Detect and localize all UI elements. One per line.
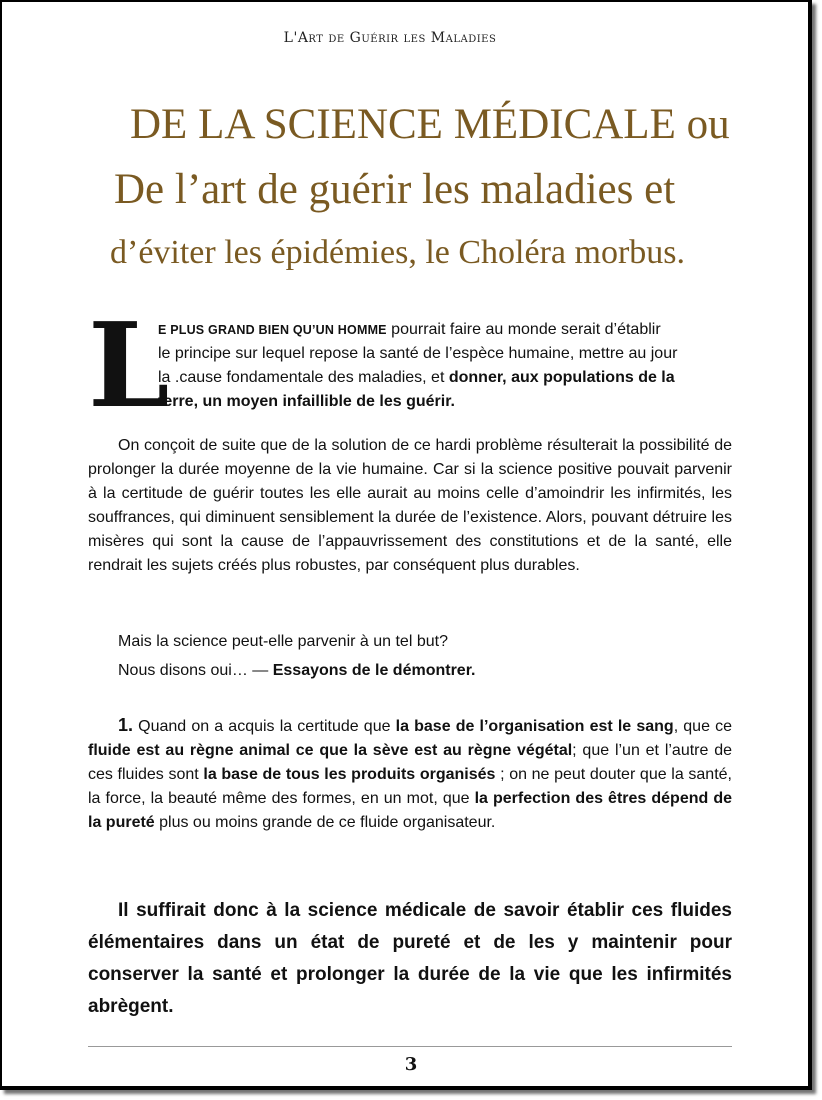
paragraph-5-b3: la base de tous les produits organisés — [203, 766, 496, 783]
paragraph-5-s2: , que ce — [673, 718, 733, 735]
lead-line-4: terre, un moyen infaillible de les guérir. — [158, 393, 455, 410]
title-line-1: DE LA SCIENCE MÉDICALE ou — [130, 101, 730, 148]
drop-cap: L — [88, 298, 170, 434]
paragraph-5-number: 1. — [118, 715, 134, 735]
paragraph-3-text: Mais la science peut-elle parvenir à un tel but? — [118, 633, 448, 650]
footer-rule — [88, 1046, 732, 1047]
lead-line-1-rest: pourrait faire au monde serait d’établir — [386, 321, 661, 338]
paragraph-5-s1: Quand on a acquis la certitude que — [133, 718, 396, 735]
paragraph-2 — [88, 434, 732, 578]
paragraph-5-s5: plus ou moins grande de ce fluide organisateur. — [154, 814, 496, 831]
paragraph-4 — [88, 659, 732, 683]
lead-line-3b: donner, aux populations de la — [448, 369, 675, 386]
lead-line-3a: la .cause fondamentale des maladies, et — [158, 369, 449, 386]
paragraph-4-a: Nous disons oui… — — [118, 662, 273, 679]
lead-paragraph — [88, 298, 732, 434]
paragraph-4-b: Essayons de le démontrer. — [272, 662, 476, 679]
title-line-3: d’éviter les épidémies, le Choléra morbus. — [110, 234, 685, 271]
paragraph-3 — [88, 630, 732, 654]
paragraph-5 — [88, 713, 732, 835]
paragraph-5-b1: la base de l’organisation est le sang — [395, 718, 674, 735]
lead-line-3 — [158, 366, 732, 390]
paragraph-5-b4: la perfection des êtres dépend de la pureté — [88, 790, 732, 831]
paragraph-5-b2: fluide est au règne animal ce que la sève est au règne végétal — [88, 742, 573, 759]
lead-line-1 — [158, 318, 732, 342]
running-head: L'Art de Guérir les Maladies — [283, 30, 497, 46]
lead-line-2: le principe sur lequel repose la santé de l’espèce humaine, mettre au jour — [158, 345, 678, 362]
paragraph-6-text: Il suffirait donc à la science médicale de savoir établir ces fluides élémentaires dans un état de pureté et de les y maintenir pour conserver la santé et prolonger la durée de la vie que les infirmités abrègent. — [88, 900, 732, 1017]
title-line-2: De l’art de guérir les maladies et — [114, 166, 676, 213]
paragraph-5-s4: ; on ne peut douter que la santé, la force, la beauté même des formes, en un mot, que — [88, 766, 732, 807]
paragraph-5-s3: ; que l’un et l’autre de ces fluides sont — [88, 742, 733, 783]
lead-smallcaps: E PLUS GRAND BIEN QU’UN HOMME — [158, 323, 387, 337]
page-number: 3 — [404, 1054, 418, 1075]
paragraph-6 — [88, 895, 732, 1023]
paragraph-2-text: On conçoit de suite que de la solution de ce hardi problème résulterait la possibilité de prolonger la durée moyenne de la vie humaine. Car si la science positive pouvait parvenir à la certitude de guérir toutes les elle aurait au moins celle d’amoindrir les infirmités, les souffrances, qui diminuent sensiblement la durée de l’existence. Alors, pouvant détruire les misères qui sont la cause de l’appauvrissement des constitutions et de la santé, elle rendrait les sujets créés plus robustes, par conséquent plus durables. — [88, 437, 732, 574]
